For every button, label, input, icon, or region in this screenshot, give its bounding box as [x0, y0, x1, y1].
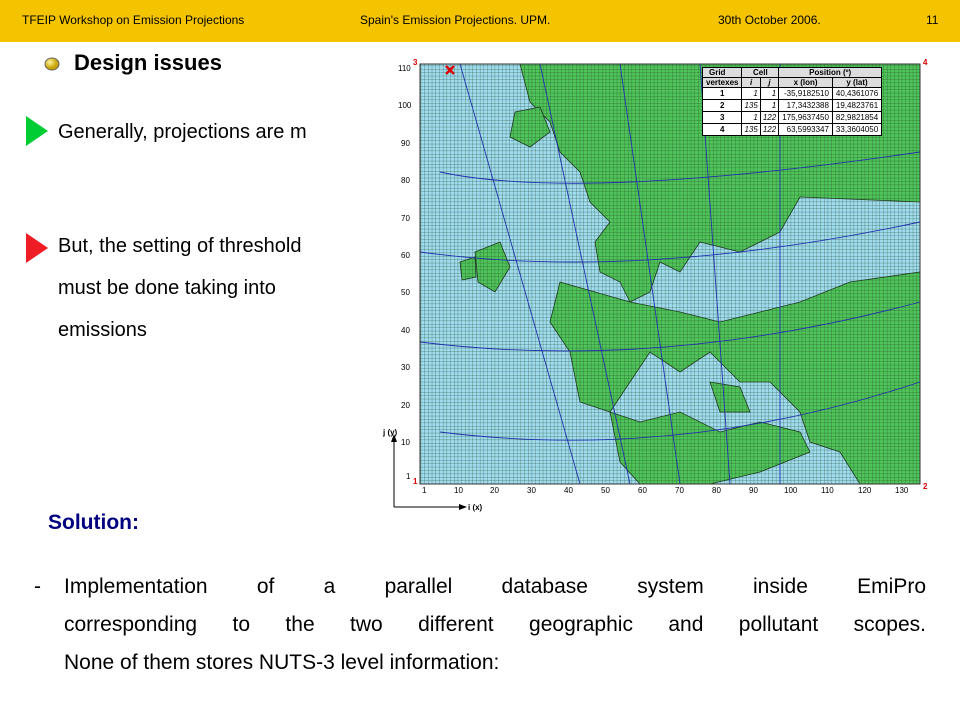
table-cell: 4: [703, 124, 742, 136]
table-cell: 1: [703, 88, 742, 100]
table-header-position: Position (º): [779, 68, 882, 78]
slide-title: Design issues: [74, 50, 222, 75]
table-cell: 135: [742, 124, 760, 136]
solution-line-2: corresponding to the two different geographic and pollutant scopes.: [64, 613, 926, 636]
table-subheader: y (lat): [832, 78, 881, 88]
corner-label-1: 1: [413, 477, 418, 486]
table-cell: 1: [742, 88, 760, 100]
table-row: [703, 88, 882, 100]
y-tick-label: 60: [401, 251, 410, 260]
bullet-threshold-line3: emissions: [58, 319, 147, 341]
header-page-number: 11: [926, 13, 939, 27]
table-cell: 19,4823761: [832, 100, 881, 112]
solution-paragraph: [64, 568, 926, 682]
x-tick-label: 70: [675, 486, 684, 495]
table-cell: 82,9821854: [832, 112, 881, 124]
table-cell: 3: [703, 112, 742, 124]
table-cell: 2: [703, 100, 742, 112]
x-tick-label: 30: [527, 486, 536, 495]
bullet-threshold-line2: must be done taking into: [58, 277, 276, 299]
x-tick-label: 110: [821, 486, 834, 495]
table-subheader: x (lon): [779, 78, 833, 88]
table-header-cell: Cell: [742, 68, 779, 78]
y-tick-label: 100: [398, 101, 412, 110]
y-tick-label: 90: [401, 139, 410, 148]
table-cell: 175,9637450: [779, 112, 833, 124]
x-tick-label: 1: [422, 486, 427, 495]
table-cell: 122: [760, 112, 778, 124]
x-tick-label: 60: [638, 486, 647, 495]
table-row: [703, 100, 882, 112]
emission-grid-map: [380, 52, 932, 514]
x-tick-label: 40: [564, 486, 573, 495]
title-bullet-icon: [44, 57, 60, 71]
table-header-grid: Grid: [703, 68, 742, 78]
header-event: TFEIP Workshop on Emission Projections: [22, 13, 245, 27]
x-tick-label: 20: [490, 486, 499, 495]
y-tick-label: 110: [398, 64, 411, 73]
bullet-projections: Generally, projections are m: [58, 121, 307, 143]
x-tick-label: 50: [601, 486, 610, 495]
header-subtitle: Spain's Emission Projections. UPM.: [360, 13, 551, 27]
bullet-threshold: But, the setting of threshold: [58, 235, 302, 257]
solution-line-3: None of them stores NUTS-3 level information:: [64, 651, 500, 674]
solution-heading: Solution:: [48, 511, 139, 534]
x-tick-label: 10: [454, 486, 463, 495]
table-cell: 122: [760, 124, 778, 136]
corner-label-2: 2: [923, 482, 928, 491]
green-bullet-arrow-icon: [26, 116, 48, 146]
table-cell: 1: [760, 100, 778, 112]
corner-label-4: 4: [923, 58, 928, 67]
x-tick-label: 100: [784, 486, 798, 495]
y-tick-label: 70: [401, 214, 410, 223]
y-tick-label: 30: [401, 363, 410, 372]
table-cell: 40,4361076: [832, 88, 881, 100]
y-tick-label: 1: [406, 472, 411, 481]
table-cell: 63,5993347: [779, 124, 833, 136]
y-tick-label: 80: [401, 176, 410, 185]
y-axis-label: j (y): [383, 428, 398, 437]
solution-dash: -: [34, 575, 41, 598]
table-subheader: i: [742, 78, 760, 88]
table-subheader: j: [760, 78, 778, 88]
table-row: [703, 124, 882, 136]
header-date: 30th October 2006.: [718, 13, 821, 27]
y-tick-label: 50: [401, 288, 410, 297]
header-bar: [0, 0, 960, 42]
y-tick-label: 20: [401, 401, 410, 410]
x-tick-label: 130: [895, 486, 909, 495]
red-bullet-arrow-icon: [26, 233, 48, 263]
table-cell: 1: [760, 88, 778, 100]
table-row: [703, 112, 882, 124]
table-cell: -35,9182510: [779, 88, 833, 100]
y-tick-label: 10: [401, 438, 410, 447]
table-cell: 135: [742, 100, 760, 112]
x-tick-label: 120: [858, 486, 872, 495]
corner-label-3: 3: [413, 58, 418, 67]
y-tick-label: 40: [401, 326, 410, 335]
x-axis-label: i (x): [468, 503, 483, 512]
table-cell: 1: [742, 112, 760, 124]
x-tick-label: 90: [749, 486, 758, 495]
solution-line-1: Implementation of a parallel database system inside EmiPro: [64, 575, 926, 598]
table-cell: 17,3432388: [779, 100, 833, 112]
table-cell: 33,3604050: [832, 124, 881, 136]
x-tick-label: 80: [712, 486, 721, 495]
table-subheader: vertexes: [703, 78, 742, 88]
grid-vertex-table: [702, 67, 882, 136]
